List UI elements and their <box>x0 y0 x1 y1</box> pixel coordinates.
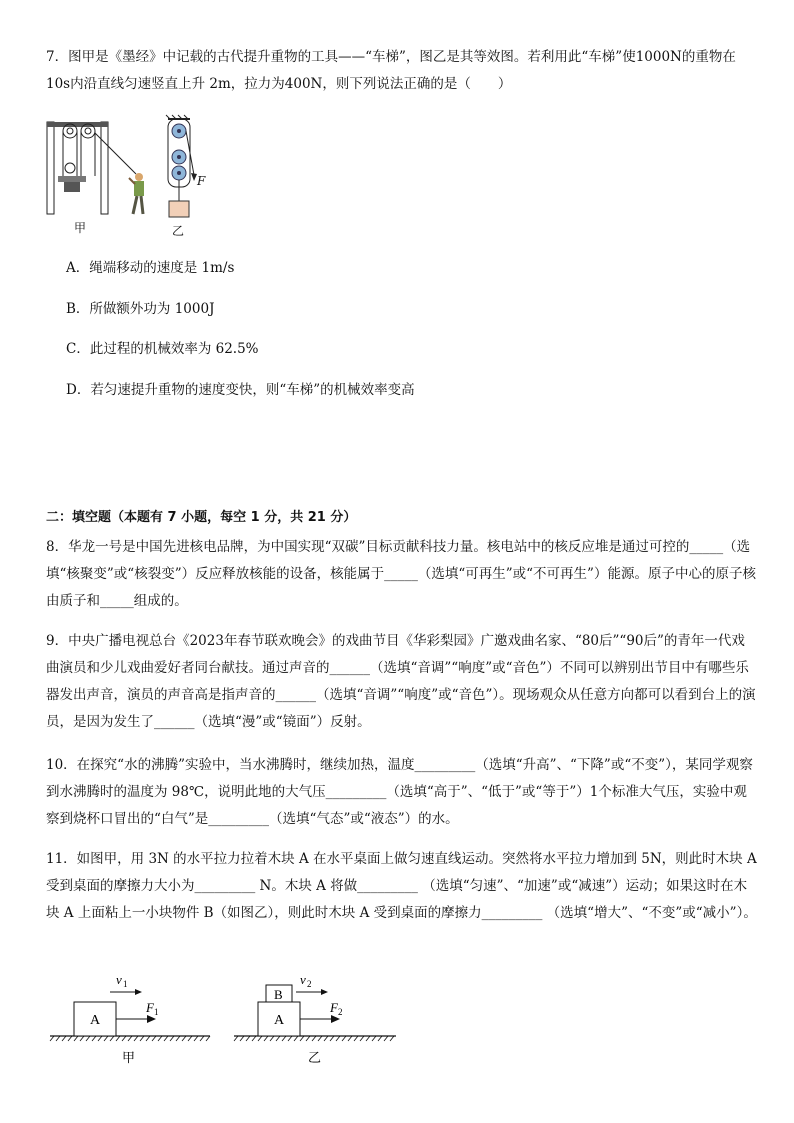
fig-jia-caption: 甲 <box>74 221 87 235</box>
q11-jia-block-a: A <box>90 1013 101 1028</box>
q11-yi-f-sub: 2 <box>338 1007 343 1017</box>
q9-text: 9．中央广播电视总台《2023年春节联欢晚会》的戏曲节目《华彩梨园》广邀戏曲名家、“80后”“90后”的青年一代戏曲演员和少儿戏曲爱好者同台献技。通过声音的______（选填“音调”“响度”或“音色”）不同可以辨别出节目中有哪些乐器发出声音，演员的声音高是指声音的______（选填“音调”“响度”或“音色”）。现场观众从任意方向都可以看到台上的演员，是因为发生了______（选填“漫”或“镜面”）反射。 <box>46 633 756 730</box>
q7-figure-yi <box>164 117 224 221</box>
force-label-f: F <box>197 174 206 188</box>
q11-yi-block-b: B <box>274 987 283 1002</box>
q11-figure-yi <box>232 960 412 1070</box>
q11-jia-f-label: F <box>146 1000 154 1015</box>
q10-text: 10．在探究“水的沸腾”实验中，当水沸腾时，继续加热，温度_________（选填“升高”、“下降”或“不变”），某同学观察到水沸腾时的温度为 98℃，说明此地的大气压_________（选填“高于”、“低于”或“等于”）1个标准大气压，实验中观察到烧杯口冒出的“白气”是_________（选填“气态”或“液态”）的水。 <box>46 757 753 827</box>
q11-yi-f-label: F <box>330 1000 338 1015</box>
q11-yi-block-a: A <box>274 1013 285 1028</box>
q7-option-a: A．绳端移动的速度是 1m/s <box>66 260 235 276</box>
fig-yi-caption: 乙 <box>172 224 185 238</box>
q7-option-b: B．所做额外功为 1000J <box>66 301 215 317</box>
q11-text: 11．如图甲，用 3N 的水平拉力拉着木块 A 在水平桌面上做匀速直线运动。突然将水平拉力增加到 5N，则此时木块 A 受到桌面的摩擦力大小为_________ N。木块 A 将做_________ （选填“匀速”、“加速”或“减速”）运动；如果这时在木块 A 上面粘上一小块物件 B（如图乙），则此时木块 A 受到桌面的摩擦力_________ （选填“增大”、“不变”或“减小”）。 <box>46 851 757 921</box>
q8-text: 8．华龙一号是中国先进核电品牌，为中国实现“双碳”目标贡献科技力量。核电站中的核反应堆是通过可控的_____（选填“核聚变”或“核裂变”）反应释放核能的设备，核能属于_____（选填“可再生”或“不可再生”）能源。原子中心的原子核由质子和_____组成的。 <box>46 539 756 609</box>
q11-jia-f-sub: 1 <box>154 1007 159 1017</box>
q7-stem: 7．图甲是《墨经》中记载的古代提升重物的工具——“车梯”，图乙是其等效图。若利用此“车梯”使1000N的重物在10s内沿直线匀速竖直上升 2m，拉力为400N，则下列说法正确的是（ ） <box>46 49 736 92</box>
q11-yi-v-sub: 2 <box>307 979 312 989</box>
q11-jia-v-label: v <box>116 972 122 987</box>
q11-jia-caption: 甲 <box>122 1050 136 1065</box>
q7-option-d: D．若匀速提升重物的速度变快，则“车梯”的机械效率变高 <box>66 382 415 398</box>
q7-option-c: C．此过程的机械效率为 62.5% <box>66 341 259 357</box>
section-title: 二：填空题（本题有 7 小题，每空 1 分，共 21 分） <box>46 510 357 525</box>
person-icon <box>128 172 148 218</box>
q11-figure-jia <box>48 960 228 1070</box>
q11-yi-v-label: v <box>300 972 306 987</box>
q11-jia-v-sub: 1 <box>123 979 128 989</box>
q11-yi-caption: 乙 <box>308 1050 322 1065</box>
